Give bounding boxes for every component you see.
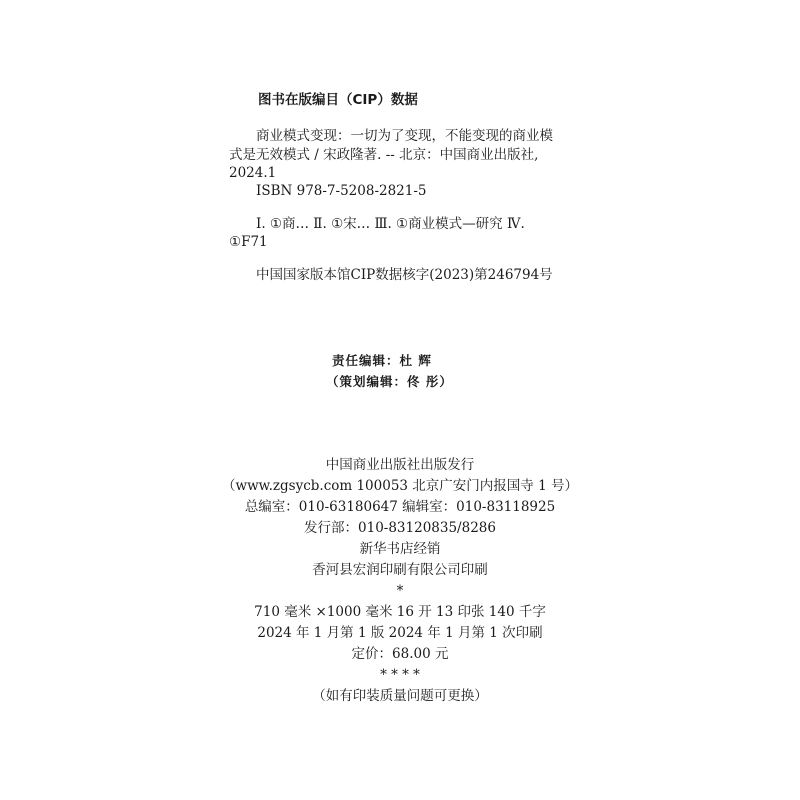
cip-classification-line-1: Ⅰ. ①商… Ⅱ. ①宋… Ⅲ. ①商业模式—研究 Ⅳ. [256, 216, 525, 232]
cip-entry-line-2: 式是无效模式 / 宋政隆著. -- 北京：中国商业出版社, [229, 147, 539, 163]
cip-isbn: ISBN 978-7-5208-2821-5 [256, 183, 427, 199]
separator-star: * [396, 583, 404, 599]
cip-number: 中国国家版本馆CIP数据核字(2023)第246794号 [256, 267, 553, 283]
cip-entry-line-1: 商业模式变现：一切为了变现，不能变现的商业模 [256, 128, 553, 144]
printer: 香河县宏润印刷有限公司印刷 [312, 562, 488, 578]
separator-stars: * * * * [380, 667, 420, 683]
edition-info: 2024 年 1 月第 1 版 2024 年 1 月第 1 次印刷 [257, 625, 543, 641]
planning-editor: （策划编辑：佟 彤） [326, 374, 453, 389]
replacement-notice: （如有印装质量问题可更换） [312, 688, 488, 704]
distributor: 新华书店经销 [359, 541, 441, 557]
price: 定价：68.00 元 [351, 646, 449, 662]
cip-heading: 图书在版编目（CIP）数据 [258, 92, 418, 108]
editorial-phone: 总编室：010-63180647 编辑室：010-83118925 [244, 499, 556, 515]
publisher-line: 中国商业出版社出版发行 [325, 457, 475, 473]
distribution-phone: 发行部：010-83120835/8286 [304, 520, 496, 536]
publisher-address: （www.zgsycb.com 100053 北京广安门内报国寺 1 号） [222, 478, 578, 494]
book-specs: 710 毫米 ×1000 毫米 16 开 13 印张 140 千字 [254, 604, 546, 620]
cip-classification-line-2: ①F71 [229, 234, 268, 250]
responsible-editor: 责任编辑：杜 辉 [332, 353, 432, 368]
cip-entry-line-3: 2024.1 [229, 165, 277, 181]
